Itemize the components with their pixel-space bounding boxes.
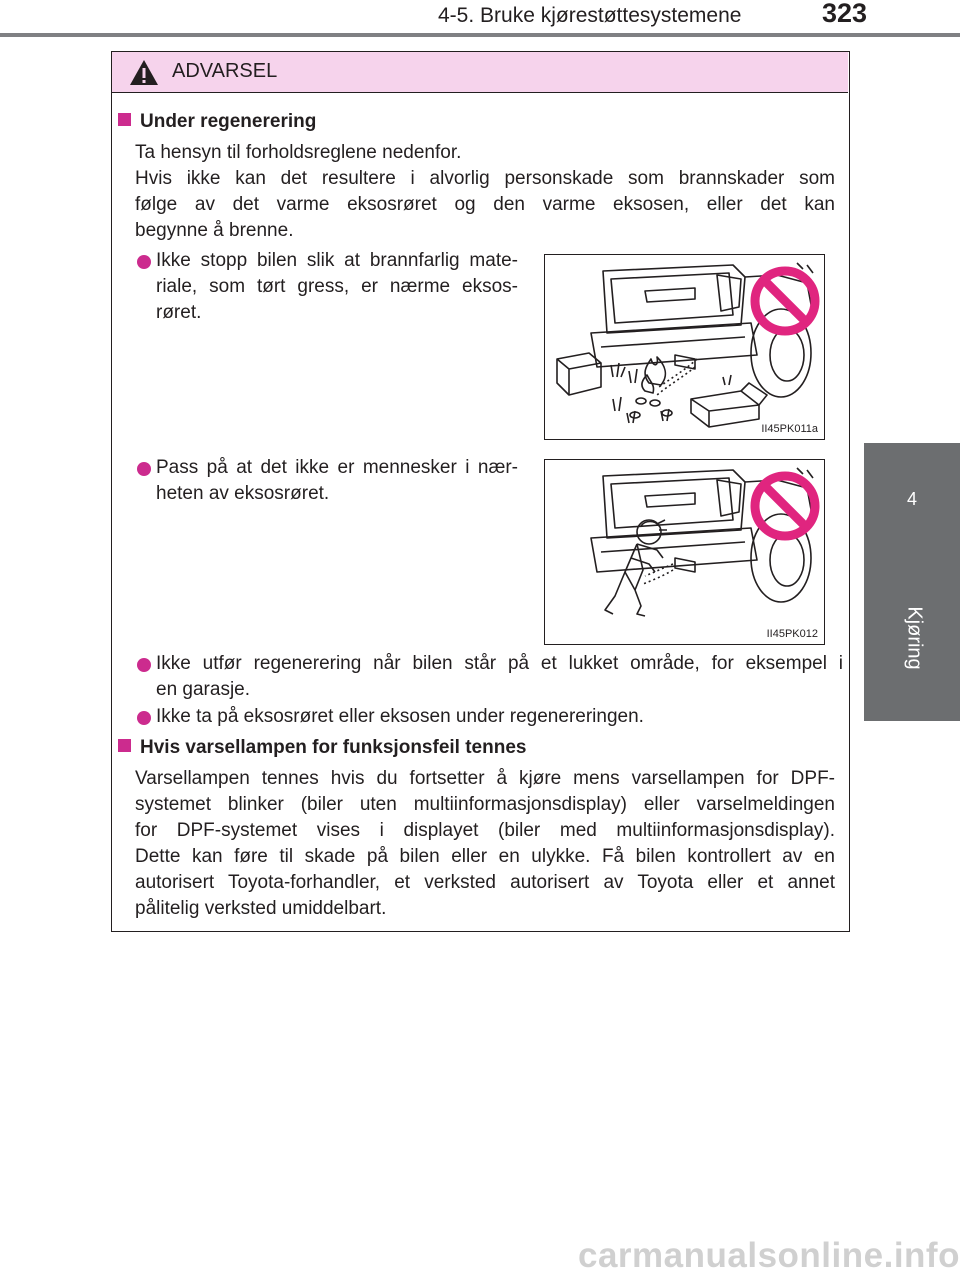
chapter-tab[interactable] (864, 443, 960, 721)
header-rule (0, 33, 960, 37)
figure-flammable-material (544, 254, 825, 440)
regeneration-intro: Ta hensyn til forholdsreglene nedenfor. Hvis ikke kan det resultere i alvorlig personskade som brannskader som følge av det varme eksosrøret og den varme eksosen, eller det kan begynne å brenne. (135, 142, 835, 241)
warning-header (112, 52, 848, 93)
warning-box (111, 51, 850, 932)
figure-code: II45PK012 (766, 628, 818, 640)
chapter-number: 4 (906, 489, 917, 509)
watermark: carmanualsonline.info (578, 1236, 960, 1275)
bullet-dot-icon (137, 711, 151, 725)
section-heading-malfunction-lamp: Hvis varsellampen for funksjonsfeil tennes (118, 737, 526, 759)
bullet-people-nearby: Pass på at det ikke er mennesker i nær- heten av eksosrøret. (156, 457, 518, 504)
section-title: 4-5. Bruke kjørestøttesystemene (438, 4, 742, 27)
malfunction-lamp-body: Varsellampen tennes hvis du fortsetter å kjøre mens varsellampen for DPF- systemet blinker (biler uten multiinformasjonsdisplay) eller varselmeldingen for DPF-systemet vises i displayet (biler med multiinformasjonsdisplay). Dette kan føre til skade på bilen eller en ulykke. Få bilen kontrollert av en autorisert Toyota-forhandler, et verksted autorisert av Toyota eller et annet pålitelig verksted umiddelbart. (135, 768, 835, 919)
prohibition-icon (755, 476, 815, 536)
bullet-dot-icon (137, 658, 151, 672)
bullet-closed-area: Ikke utfør regenerering når bilen står på et lukket område, for eksempel i en garasje. (156, 653, 843, 700)
truck-exhaust-grass-illustration (545, 255, 823, 438)
warning-triangle-icon (129, 59, 159, 86)
figure-code: II45PK011a (761, 423, 818, 435)
bullet-dot-icon (137, 255, 151, 269)
truck-exhaust-person-illustration (545, 460, 823, 643)
bullet-do-not-touch: Ikke ta på eksosrøret eller eksosen under regenereringen. (156, 706, 644, 727)
chapter-label: Kjøring (903, 606, 926, 670)
page-number: 323 (822, 0, 868, 28)
warning-label: ADVARSEL (172, 60, 278, 82)
figure-people-nearby (544, 459, 825, 645)
bullet-flammable-material: Ikke stopp bilen slik at brannfarlig mate- riale, som tørt gress, er nærme eksos- røret. (156, 250, 518, 323)
square-bullet-icon (118, 113, 131, 126)
bullet-dot-icon (137, 462, 151, 476)
section-heading-regeneration: Under regenerering (118, 111, 316, 133)
square-bullet-icon (118, 739, 131, 752)
prohibition-icon (755, 271, 815, 331)
